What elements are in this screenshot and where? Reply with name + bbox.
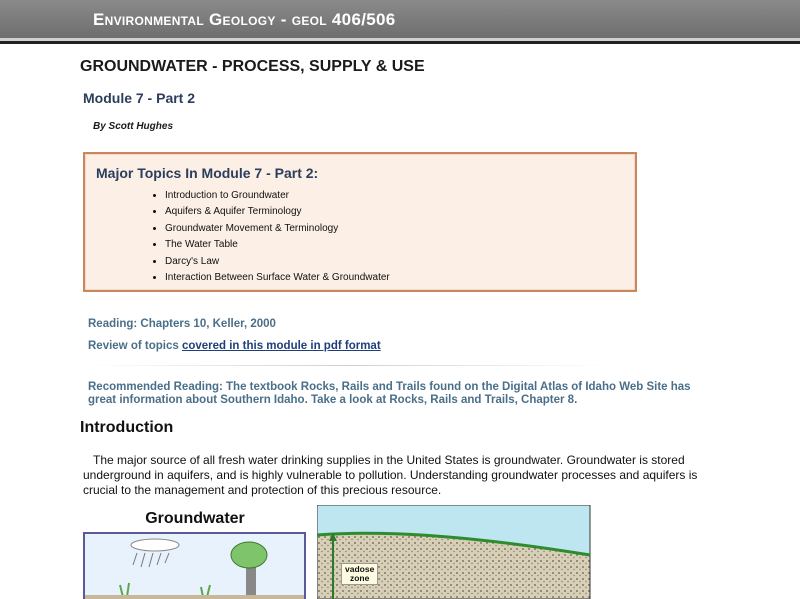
major-topics-box <box>83 152 637 292</box>
sky-panel <box>84 533 305 599</box>
topics-heading: Major Topics In Module 7 - Part 2: <box>96 165 319 181</box>
topic-item: • Interaction Between Surface Water & Groundwater <box>165 270 390 286</box>
topic-item: • Darcy's Law <box>165 254 390 270</box>
topic-item: • The Water Table <box>165 237 390 253</box>
ground-strip <box>85 595 304 599</box>
header-divider <box>0 41 800 44</box>
introduction-paragraph <box>83 453 723 498</box>
cloud-icon <box>131 539 179 551</box>
introduction-heading: Introduction <box>80 419 174 436</box>
vadose-zone-label <box>341 563 378 585</box>
site-header <box>0 0 800 41</box>
review-topics <box>88 340 381 352</box>
page-title: GROUNDWATER - PROCESS, SUPPLY & USE <box>80 58 425 75</box>
pdf-format-link[interactable]: covered in this module in pdf format <box>181 340 381 352</box>
vadose-label-line1: vadose <box>345 564 375 574</box>
vadose-zone-figure <box>317 505 591 599</box>
module-title: Module 7 - Part 2 <box>83 90 196 106</box>
introduction-text: The major source of all fresh water drinking supplies in the United States is groundwater. Groundwater is stored underground in aquifers, and is highly vulnerable to pollution. Understanding groundwater processes and aquifers is crucial to the management and protection of this precious resource. <box>83 453 698 497</box>
topics-list <box>147 188 390 286</box>
reading-assignment: Reading: Chapters 10, Keller, 2000 <box>88 318 276 330</box>
topic-item: • Introduction to Groundwater <box>165 188 390 204</box>
groundwater-illustration <box>83 505 307 599</box>
topic-item: • Aquifers & Aquifer Terminology <box>165 204 390 220</box>
author-byline: By Scott Hughes <box>93 121 174 132</box>
recommended-reading: Recommended Reading: The textbook Rocks, Rails and Trails found on the Digital Atlas of Idaho Web Site has great information about Southern Idaho. Take a look at Rocks, Rails and Trails, Chapter 8. <box>88 381 691 406</box>
tree-icon <box>231 542 267 568</box>
section-divider <box>88 365 608 366</box>
review-prefix: Review of topics <box>88 340 182 352</box>
topic-item: • Groundwater Movement & Terminology <box>165 221 390 237</box>
site-title: Environmental Geology - geol 406/506 <box>93 10 396 29</box>
groundwater-figure-title: Groundwater <box>145 510 245 527</box>
vadose-label-line2: zone <box>349 573 370 583</box>
groundwater-figure <box>83 505 307 599</box>
